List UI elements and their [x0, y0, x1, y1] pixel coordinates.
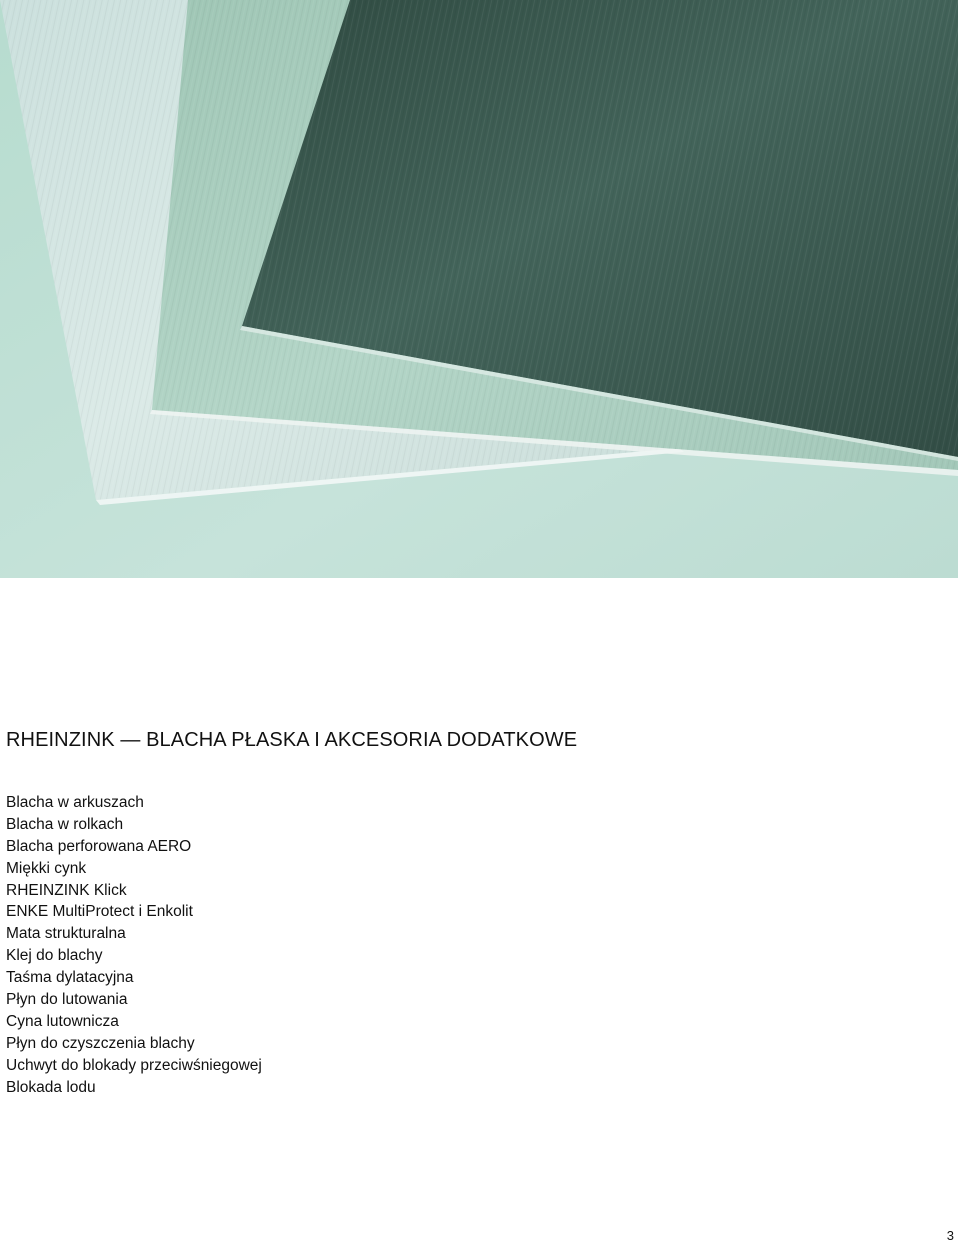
- list-item: Płyn do czyszczenia blachy: [6, 1034, 195, 1052]
- list-item: Uchwyt do blokady przeciwśniegowej: [6, 1056, 262, 1074]
- list-item: Miękki cynk: [6, 859, 87, 877]
- list-item: Cyna lutownicza: [6, 1012, 119, 1030]
- zinc-sheets-photo: [0, 0, 958, 578]
- list-item: Blacha w arkuszach: [6, 794, 144, 811]
- page-number: 3: [946, 1228, 954, 1243]
- list-item: Blokada lodu: [6, 1078, 96, 1096]
- list-item: Mata strukturalna: [6, 925, 126, 943]
- list-item: Płyn do lutowania: [6, 991, 128, 1009]
- page-title: RHEINZINK — BLACHA PŁASKA I AKCESORIA DODATKOWE: [6, 729, 578, 751]
- product-list: [6, 792, 262, 1098]
- list-item: Blacha w rolkach: [6, 815, 124, 833]
- list-item: Taśma dylatacyjna: [6, 969, 134, 987]
- list-item: ENKE MultiProtect i Enkolit: [6, 903, 193, 921]
- list-item: RHEINZINK Klick: [6, 881, 127, 899]
- list-item: Klej do blachy: [6, 947, 103, 965]
- list-item: Blacha perforowana AERO: [6, 837, 192, 855]
